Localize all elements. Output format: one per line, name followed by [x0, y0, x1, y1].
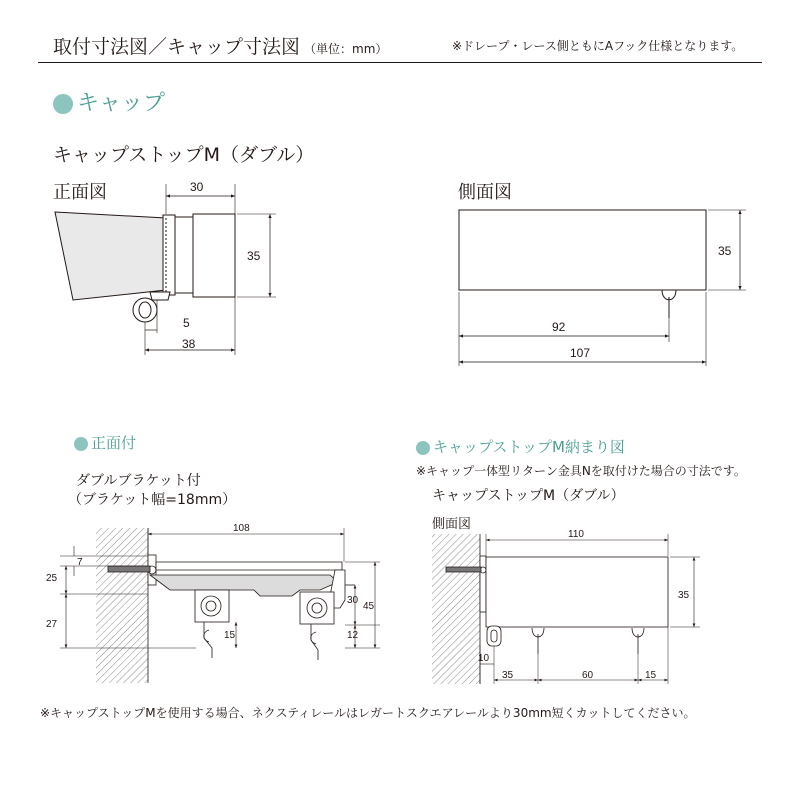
- side-dim-total: 107: [570, 346, 591, 360]
- fit-drawing: [432, 534, 700, 684]
- side-view-drawing: [459, 210, 746, 366]
- fit-note: ※キャップ一体型リターン金具Nを取付けた場合の寸法です。: [416, 464, 746, 478]
- mount-dim-width: 108: [233, 523, 250, 534]
- header-note: ※ドレープ・レース側ともにAフック仕様となります。: [452, 39, 744, 53]
- fit-view-label: 側面図: [432, 517, 472, 532]
- front-mount-drawing: [60, 528, 380, 683]
- fit-product-name: キャップストップM（ダブル）: [432, 488, 625, 504]
- mount-dim-45: 45: [363, 601, 375, 612]
- title-text: 取付寸法図／キャップ寸法図: [53, 36, 301, 58]
- front-dim-width: 30: [190, 180, 204, 194]
- mount-dim-15: 15: [224, 630, 236, 641]
- fit-dim-height: 35: [678, 590, 690, 601]
- fit-dim-35: 35: [502, 670, 514, 681]
- section-fit-label: キャップストップM納まり図: [433, 438, 625, 456]
- fit-dim-60: 60: [582, 670, 594, 681]
- section-front-mount-label: 正面付: [91, 434, 137, 452]
- section-cap-label: キャップ: [77, 91, 166, 116]
- mount-dim-12: 12: [347, 630, 359, 641]
- side-view-label: 側面図: [458, 182, 512, 203]
- fit-dim-15: 15: [645, 670, 657, 681]
- front-view-label: 正面図: [53, 182, 107, 203]
- front-dim-total: 38: [182, 337, 196, 351]
- front-dim-offset: 5: [183, 316, 190, 330]
- product-name: キャップストップM（ダブル）: [53, 144, 315, 166]
- mount-dim-30: 30: [347, 595, 359, 606]
- footer-note: ※キャップストップMを使用する場合、ネクスティレールはレガートスクエアレールより30mm短くカットしてください。: [40, 706, 696, 720]
- fit-dim-width: 110: [568, 529, 584, 540]
- mount-dim-25: 25: [46, 573, 58, 584]
- fit-dim-10: 10: [478, 653, 490, 664]
- mount-dim-27: 27: [46, 619, 58, 630]
- side-dim-inner: 92: [552, 320, 566, 334]
- front-view-drawing: [55, 184, 276, 355]
- side-dim-height: 35: [718, 244, 732, 258]
- front-dim-height: 35: [247, 249, 261, 263]
- bracket-desc-2: （ブラケット幅=18mm）: [68, 492, 237, 508]
- bracket-desc-1: ダブルブラケット付: [76, 473, 201, 489]
- unit-text: （単位：mm）: [304, 42, 388, 56]
- mount-dim-7: 7: [77, 557, 83, 568]
